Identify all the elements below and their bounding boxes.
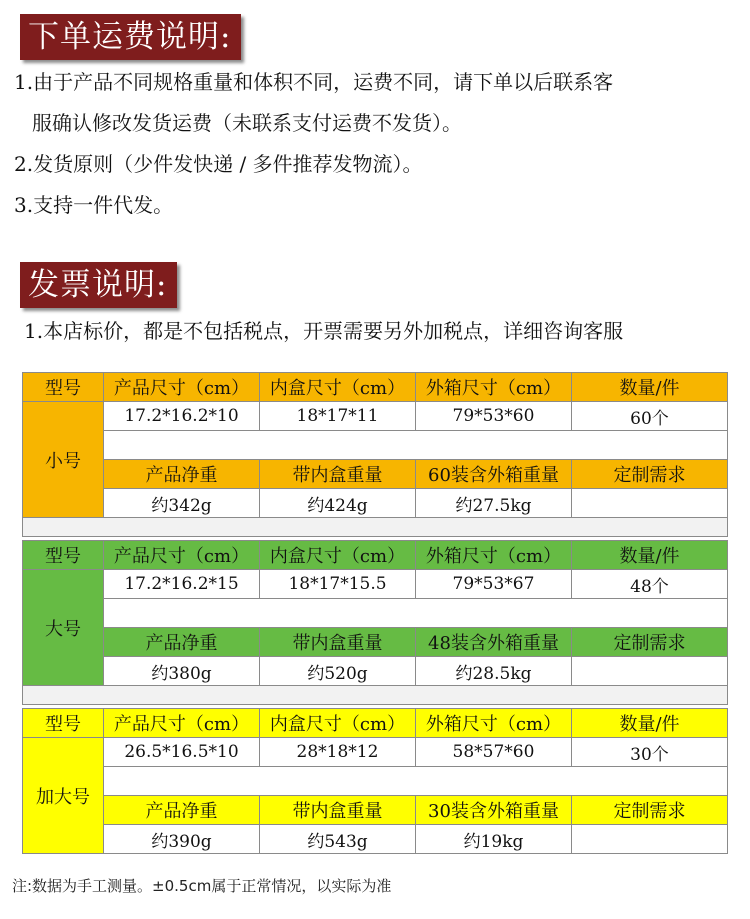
outer-box-size-value: 79*53*60 [416, 402, 572, 431]
shipping-line-3: 2.发货原则（少件发快递 / 多件推荐发物流）。 [14, 152, 423, 176]
custom-request-value [572, 825, 728, 854]
inner-box-size-value: 18*17*11 [260, 402, 416, 431]
header-custom-request: 定制需求 [572, 796, 728, 825]
inner-box-size-value: 18*17*15.5 [260, 570, 416, 599]
outer-box-size-value: 58*57*60 [416, 738, 572, 767]
header-quantity: 数量/件 [572, 709, 728, 738]
quantity-value: 30个 [572, 738, 728, 767]
header-carton-weight: 30装含外箱重量 [416, 796, 572, 825]
header-inner-box-size: 内盒尺寸（cm） [260, 373, 416, 402]
net-weight-value: 约380g [104, 657, 260, 686]
header-inner-box-size: 内盒尺寸（cm） [260, 541, 416, 570]
spec-table-small [22, 372, 728, 537]
custom-request-value [572, 657, 728, 686]
blank-row [104, 767, 728, 796]
header-outer-box-size: 外箱尺寸（cm） [416, 709, 572, 738]
header-quantity: 数量/件 [572, 373, 728, 402]
blank-row [104, 431, 728, 460]
shipping-line-4: 3.支持一件代发。 [14, 193, 174, 217]
shipping-line-2: 服确认修改发货运费（未联系支付运费不发货）。 [32, 111, 462, 135]
quantity-value: 60个 [572, 402, 728, 431]
header-net-weight: 产品净重 [104, 796, 260, 825]
measurement-note: 注:数据为手工测量。±0.5cm属于正常情况，以实际为准 [12, 877, 392, 895]
header-product-size: 产品尺寸（cm） [104, 541, 260, 570]
weight-with-inner-box-value: 约424g [260, 489, 416, 518]
header-quantity: 数量/件 [572, 541, 728, 570]
spacer-row [23, 686, 728, 705]
weight-with-inner-box-value: 约543g [260, 825, 416, 854]
product-size-value: 26.5*16.5*10 [104, 738, 260, 767]
shipping-title: 下单运费说明: [20, 14, 241, 60]
carton-weight-value: 约27.5kg [416, 489, 572, 518]
header-model: 型号 [23, 709, 104, 738]
invoice-line: 1.本店标价，都是不包括税点，开票需要另外加税点，详细咨询客服 [24, 319, 624, 343]
net-weight-value: 约342g [104, 489, 260, 518]
model-name: 大号 [23, 570, 104, 686]
header-model: 型号 [23, 373, 104, 402]
net-weight-value: 约390g [104, 825, 260, 854]
carton-weight-value: 约19kg [416, 825, 572, 854]
weight-with-inner-box-value: 约520g [260, 657, 416, 686]
invoice-title: 发票说明: [20, 262, 177, 308]
header-inner-box-size: 内盒尺寸（cm） [260, 709, 416, 738]
spacer-row [23, 518, 728, 537]
header-net-weight: 产品净重 [104, 460, 260, 489]
header-product-size: 产品尺寸（cm） [104, 373, 260, 402]
spec-table-large [22, 540, 728, 705]
header-outer-box-size: 外箱尺寸（cm） [416, 373, 572, 402]
model-name: 加大号 [23, 738, 104, 854]
header-weight-with-inner-box: 带内盒重量 [260, 796, 416, 825]
header-model: 型号 [23, 541, 104, 570]
header-net-weight: 产品净重 [104, 628, 260, 657]
spec-table-xlarge [22, 708, 728, 854]
shipping-line-1: 1.由于产品不同规格重量和体积不同，运费不同，请下单以后联系客 [14, 70, 614, 94]
quantity-value: 48个 [572, 570, 728, 599]
header-product-size: 产品尺寸（cm） [104, 709, 260, 738]
outer-box-size-value: 79*53*67 [416, 570, 572, 599]
inner-box-size-value: 28*18*12 [260, 738, 416, 767]
header-weight-with-inner-box: 带内盒重量 [260, 460, 416, 489]
header-weight-with-inner-box: 带内盒重量 [260, 628, 416, 657]
header-carton-weight: 48装含外箱重量 [416, 628, 572, 657]
custom-request-value [572, 489, 728, 518]
header-outer-box-size: 外箱尺寸（cm） [416, 541, 572, 570]
blank-row [104, 599, 728, 628]
model-name: 小号 [23, 402, 104, 518]
carton-weight-value: 约28.5kg [416, 657, 572, 686]
header-carton-weight: 60装含外箱重量 [416, 460, 572, 489]
product-size-value: 17.2*16.2*10 [104, 402, 260, 431]
header-custom-request: 定制需求 [572, 460, 728, 489]
header-custom-request: 定制需求 [572, 628, 728, 657]
product-size-value: 17.2*16.2*15 [104, 570, 260, 599]
